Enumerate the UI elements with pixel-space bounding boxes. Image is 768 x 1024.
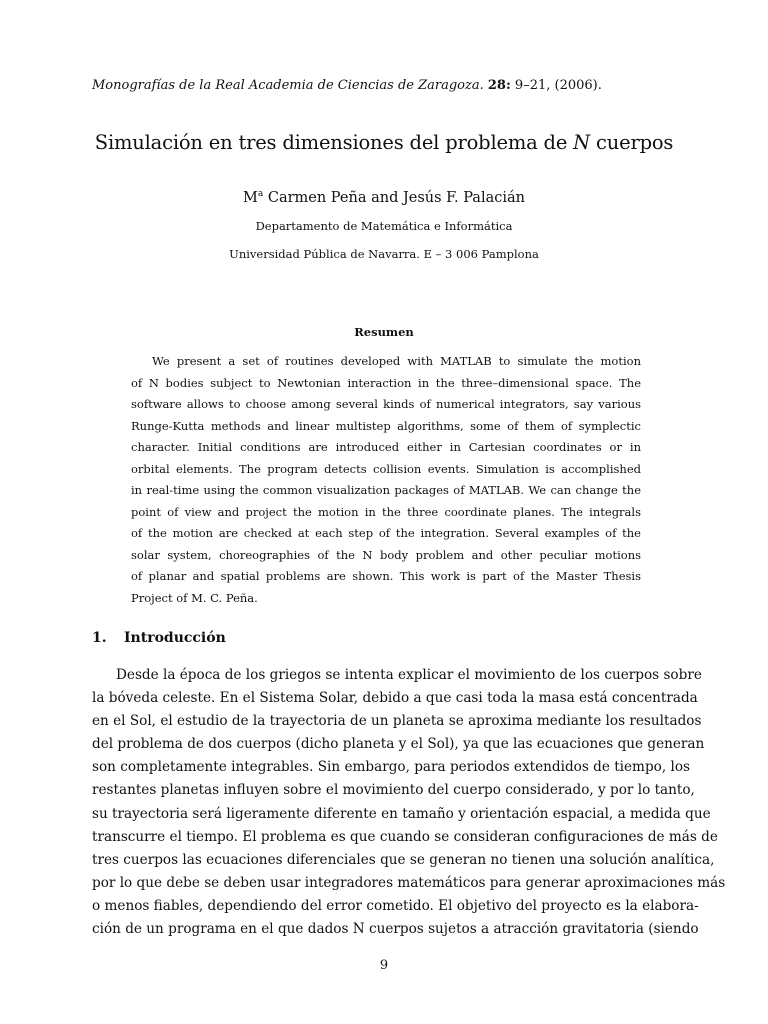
section-title: Introducción xyxy=(124,630,226,646)
body-line: en el Sol, el estudio de la trayectoria de un planeta se aproxima mediante los resultados xyxy=(92,713,702,730)
abstract-line: of N bodies subject to Newtonian interaction in the three–dimensional space. The xyxy=(131,375,641,390)
journal-name: Monografías de la Real Academia de Ciencias de Zaragoza. xyxy=(92,78,484,93)
abstract-line: in real-time using the common visualization packages of MATLAB. We can change the xyxy=(131,483,641,497)
abstract-line: of the motion are checked at each step of the integration. Several examples of the xyxy=(131,526,641,540)
abstract-heading: Resumen xyxy=(354,325,414,339)
title-text-before: Simulación en tres dimensiones del problema de xyxy=(94,131,574,154)
abstract-line: We present a set of routines developed with MATLAB to simulate the motion xyxy=(152,354,641,368)
author-superscript: a xyxy=(257,189,264,199)
body-line: son completamente integrables. Sin embargo, para periodos extendidos de tiempo, los xyxy=(92,759,690,776)
body-line: tres cuerpos las ecuaciones diferenciales que se generan no tienen una solución analítica, xyxy=(92,851,715,868)
section-heading xyxy=(92,630,226,646)
abstract-line: character. Initial conditions are introduced either in Cartesian coordinates or in xyxy=(131,440,641,454)
body-line: o menos fiables, dependiendo del error cometido. El objetivo del proyecto es la elabora- xyxy=(92,897,699,914)
abstract-line: point of view and project the motion in the three coordinate planes. The integrals xyxy=(131,504,641,519)
author-names: Carmen Peña and Jesús F. Palacián xyxy=(263,189,525,206)
abstract-line: solar system, choreographies of the N body problem and other peculiar motions xyxy=(131,547,641,562)
abstract-text xyxy=(131,351,641,609)
body-line: su trayectoria será ligeramente diferente en tamaño y orientación espacial, a medida que xyxy=(92,805,711,822)
journal-volume: 28: xyxy=(487,78,511,93)
affiliation-university: Universidad Pública de Navarra. E – 3 006 Pamplona xyxy=(229,247,539,261)
abstract-line: orbital elements. The program detects collision events. Simulation is accomplished xyxy=(131,461,641,476)
body-line: del problema de dos cuerpos (dicho planeta y el Sol), ya que las ecuaciones que generan xyxy=(92,736,705,753)
abstract-line: software allows to choose among several kinds of numerical integrators, say various xyxy=(131,397,641,411)
body-line: restantes planetas influyen sobre el movimiento del cuerpo considerado, y por lo tanto, xyxy=(92,782,695,799)
body-line: transcurre el tiempo. El problema es que cuando se consideran configuraciones de más de xyxy=(92,828,718,845)
authors xyxy=(0,189,768,206)
title-variable: N xyxy=(573,131,591,154)
paper-title xyxy=(0,131,768,154)
body-line: la bóveda celeste. En el Sistema Solar, debido a que casi toda la masa está concentrada xyxy=(92,690,698,707)
journal-pages-year: 9–21, (2006). xyxy=(514,78,602,93)
abstract-line: Runge-Kutta methods and linear multistep algorithms, some of them of symplectic xyxy=(131,418,641,433)
body-line: ción de un programa en el que dados N cuerpos sujetos a atracción gravitatoria (siendo xyxy=(92,921,699,938)
section-number: 1. xyxy=(92,630,107,646)
body-line: por lo que debe se deben usar integradores matemáticos para generar aproximaciones más xyxy=(92,874,726,891)
abstract-line: of planar and spatial problems are shown. This work is part of the Master Thesis xyxy=(131,569,641,583)
journal-citation xyxy=(92,78,692,93)
abstract-line: Project of M. C. Peña. xyxy=(131,590,258,605)
page-number: 9 xyxy=(379,958,389,973)
body-text xyxy=(92,664,726,941)
affiliation-department: Departamento de Matemática e Informática xyxy=(255,219,513,233)
body-line: Desde la época de los griegos se intenta explicar el movimiento de los cuerpos sobre xyxy=(116,667,702,683)
author-initial: M xyxy=(243,189,258,206)
title-text-after: cuerpos xyxy=(590,131,674,154)
